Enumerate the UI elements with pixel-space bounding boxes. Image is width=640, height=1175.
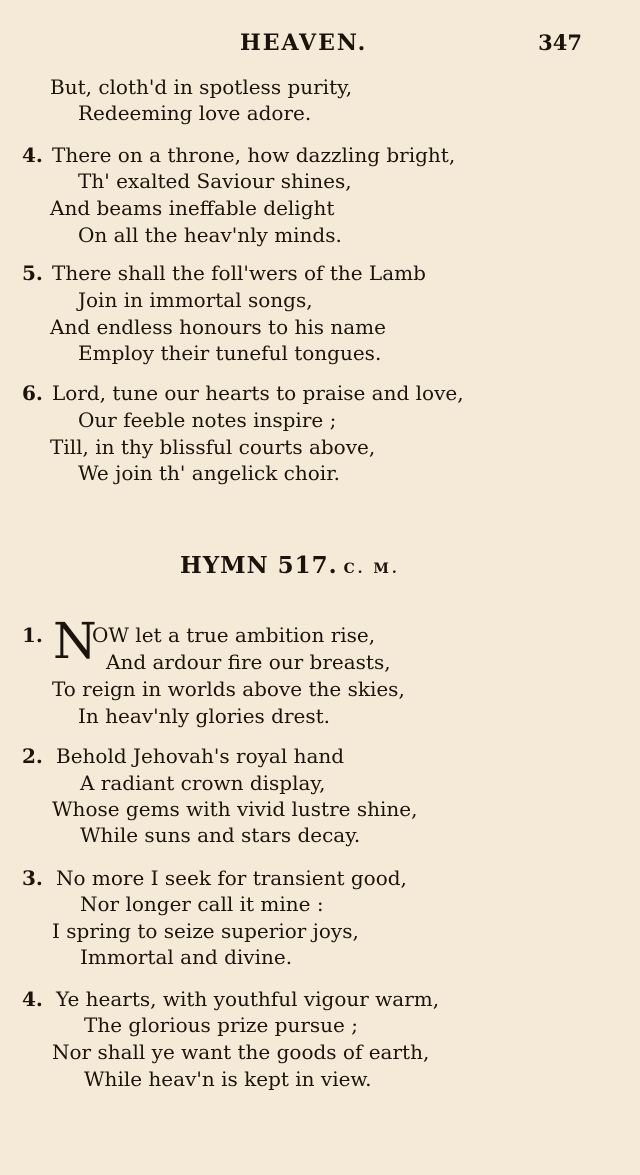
page-header (0, 30, 640, 62)
verse-line: In heav'nly glories drest. (78, 704, 331, 728)
verse-line: On all the heav'nly minds. (78, 223, 342, 247)
verse-line: Ye hearts, with youthful vigour warm, (56, 987, 440, 1011)
verse-line: And endless honours to his name (50, 315, 386, 339)
verse-line: Nor longer call it mine : (80, 892, 324, 916)
verse-line: There shall the foll'wers of the Lamb (52, 261, 426, 285)
verse-line: But, cloth'd in spotless purity, (50, 75, 353, 99)
verse-line: To reign in worlds above the skies, (52, 677, 405, 701)
verse-line: Lord, tune our hearts to praise and love, (52, 381, 464, 405)
hymn-number: HYMN 517. (180, 552, 338, 579)
verse-line: And ardour fire our breasts, (106, 650, 391, 674)
hymn-meter: C. M. (343, 561, 400, 577)
verse-number: 4. (22, 987, 43, 1011)
verse-number: 3. (22, 866, 43, 890)
verse-line: We join th' angelick choir. (78, 461, 340, 485)
verse-line: A radiant crown display, (80, 771, 326, 795)
verse-line: No more I seek for transient good, (56, 866, 407, 890)
page-number: 347 (538, 30, 582, 55)
verse-line: Employ their tuneful tongues. (78, 341, 382, 365)
verse-line: Redeeming love adore. (78, 101, 312, 125)
drop-cap: N (53, 612, 97, 670)
verse-line: While suns and stars decay. (80, 823, 361, 847)
verse-line: Behold Jehovah's royal hand (56, 744, 345, 768)
verse-line: Join in immortal songs, (78, 288, 313, 312)
verse-number: 2. (22, 744, 43, 768)
verse-line: There on a throne, how dazzling bright, (52, 143, 456, 167)
verse-line: I spring to seize superior joys, (52, 919, 359, 943)
verse-line: OW let a true ambition rise, (92, 623, 376, 647)
verse-line: Immortal and divine. (80, 945, 293, 969)
verse-line: Whose gems with vivid lustre shine, (52, 797, 418, 821)
verse-line: Th' exalted Saviour shines, (78, 169, 352, 193)
verse-number: 1. (22, 623, 43, 647)
verse-line: While heav'n is kept in view. (84, 1067, 372, 1091)
verse-line: Nor shall ye want the goods of earth, (52, 1040, 430, 1064)
verse-number: 5. (22, 261, 43, 285)
hymn-title (180, 552, 400, 579)
verse-line: Our feeble notes inspire ; (78, 408, 337, 432)
verse-line: And beams ineffable delight (50, 196, 335, 220)
verse-number: 4. (22, 143, 43, 167)
running-title: HEAVEN. (240, 30, 368, 56)
verse-line: Till, in thy blissful courts above, (50, 435, 376, 459)
verse-number: 6. (22, 381, 43, 405)
verse-line: The glorious prize pursue ; (84, 1013, 358, 1037)
